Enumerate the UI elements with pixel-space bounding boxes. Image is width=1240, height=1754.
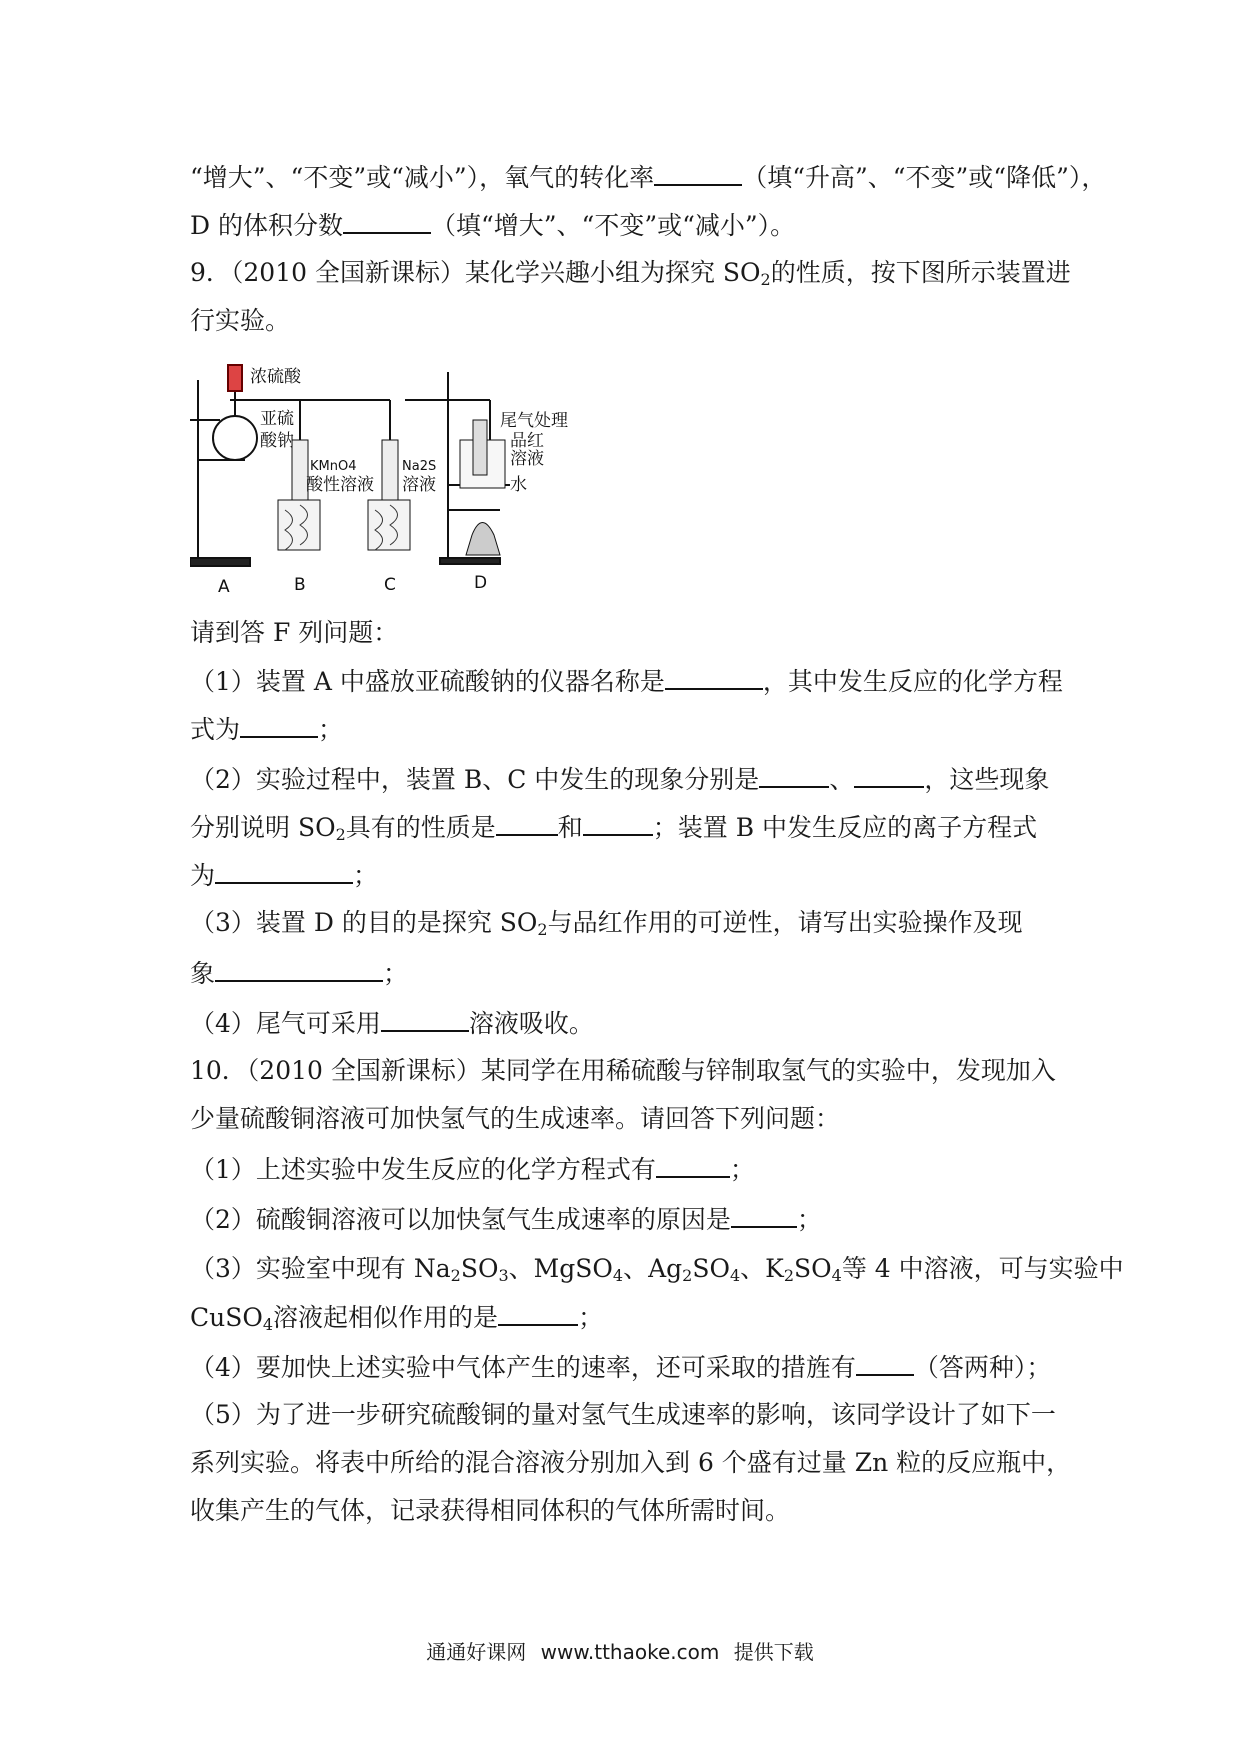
question-10-line-1: 10．（2010 全国新课标）某同学在用稀硫酸与锌制取氢气的实验中，发现加入: [190, 1056, 1056, 1085]
part-3-line-2: 象 ；: [190, 956, 408, 991]
answer-blank[interactable]: [240, 712, 318, 738]
answer-blank[interactable]: [759, 762, 829, 788]
q10-part-5-line-2: 系列实验。将表中所给的混合溶液分别加入到 6 个盛有过量 Zn 粒的反应瓶中，: [190, 1448, 1072, 1477]
question-10-line-2: 少量硫酸铜溶液可加快氢气的生成速率。请回答下列问题：: [190, 1104, 841, 1133]
label-sodium-sulfite-1: 亚硫: [260, 409, 294, 429]
label-kmno4-2: 酸性溶液: [306, 475, 374, 495]
q10-part-4: （4）要加快上述实验中气体产生的速率，还可采取的措旌有 （答两种）；: [190, 1350, 1051, 1385]
answer-blank[interactable]: [215, 956, 383, 982]
answer-blank[interactable]: [854, 762, 924, 788]
part-2-line-2: 分别说明 $SO_2$具有的性质是 和 ；装置 B 中发生反应的离子方程式: [190, 810, 1037, 845]
question-9-line-2: 行实验。: [190, 306, 291, 335]
wood-block-b: [278, 500, 320, 550]
test-tube-c: [382, 440, 398, 500]
label-conc-sulfuric-acid: 浓硫酸: [250, 367, 301, 387]
label-na2s-1: Na2S: [402, 459, 437, 474]
answer-blank[interactable]: [665, 664, 763, 690]
part-2-line-3: 为 ；: [190, 858, 378, 893]
label-pinhong-1: 品红: [510, 431, 544, 451]
question-9-line-1: 9．（2010 全国新课标）某化学兴趣小组为探究 $SO_2$的性质，按下图所示装置进: [190, 258, 1071, 289]
q10-part-5-line-1: （5）为了进一步研究硫酸铜的量对氢气生成速率的影响，该同学设计了如下一: [190, 1400, 1056, 1429]
answer-blank[interactable]: [654, 160, 742, 186]
page-footer: [0, 1636, 1240, 1665]
footer-site-name: 通通好课网: [426, 1640, 527, 1664]
label-kmno4-1: KMnO4: [310, 459, 357, 474]
label-na2s-2: 溶液: [402, 475, 436, 495]
q10-part-3-line-2: CuSO$_4$溶液起相似作用的是 ；: [190, 1300, 603, 1335]
alcohol-lamp: [466, 523, 500, 556]
text-line-1: “增大”、“不变”或“减小”），氧气的转化率 （填“升高”、“不变”或“降低”），: [190, 160, 1106, 195]
answer-blank[interactable]: [498, 1300, 578, 1326]
answer-blank[interactable]: [215, 858, 353, 884]
q10-part-1: （1）上述实验中发生反应的化学方程式有 ；: [190, 1152, 755, 1187]
label-sodium-sulfite-2: 酸钠: [260, 431, 294, 451]
part-2-line-1: （2）实验过程中，装置 B、C 中发生的现象分别是 、 ，这些现象: [190, 762, 1049, 797]
iron-stand-a: [190, 380, 250, 566]
label-tail-gas: 尾气处理: [500, 411, 568, 431]
prompt-line: 请到答 F 列问题：: [190, 618, 399, 647]
answer-blank[interactable]: [381, 1006, 469, 1032]
part-4-line: （4）尾气可采用 溶液吸收。: [190, 1006, 594, 1041]
label-c: C: [384, 575, 396, 595]
answer-blank[interactable]: [731, 1202, 797, 1228]
text-line-2: D 的体积分数 （填“增大”、“不变”或“减小”）。: [190, 208, 795, 243]
label-pinhong-2: 溶液: [510, 449, 544, 469]
answer-blank[interactable]: [583, 810, 653, 836]
part-3-line-1: （3）装置 D 的目的是探究 $SO_2$与品红作用的可逆性，请写出实验操作及现: [190, 908, 1023, 939]
part-1-line-1: （1）装置 A 中盛放亚硫酸钠的仪器名称是 ，其中发生反应的化学方程: [190, 664, 1063, 699]
label-water: 水: [510, 475, 527, 495]
experiment-apparatus-figure: [190, 360, 650, 600]
answer-blank[interactable]: [496, 810, 558, 836]
label-b: B: [294, 575, 306, 595]
answer-blank[interactable]: [656, 1152, 730, 1178]
q10-part-3-line-1: （3）实验室中现有 $Na_2SO_3$、MgSO$_4$、$Ag_2SO_4$、$K_2SO_4$等 4 中溶液，可与实验中: [190, 1254, 1124, 1285]
wood-block-c: [368, 500, 410, 550]
q10-part-2: （2）硫酸铜溶液可以加快氢气生成速率的原因是 ；: [190, 1202, 822, 1237]
label-d: D: [474, 573, 488, 593]
q10-part-5-line-3: 收集产生的气体，记录获得相同体积的气体所需时间。: [190, 1496, 791, 1525]
part-1-line-2: 式为 ；: [190, 712, 343, 747]
label-a: A: [218, 577, 230, 597]
answer-blank[interactable]: [856, 1350, 914, 1376]
footer-note: 提供下载: [733, 1640, 814, 1664]
answer-blank[interactable]: [343, 208, 431, 234]
footer-url[interactable]: www.tthaoke.com: [540, 1640, 720, 1664]
